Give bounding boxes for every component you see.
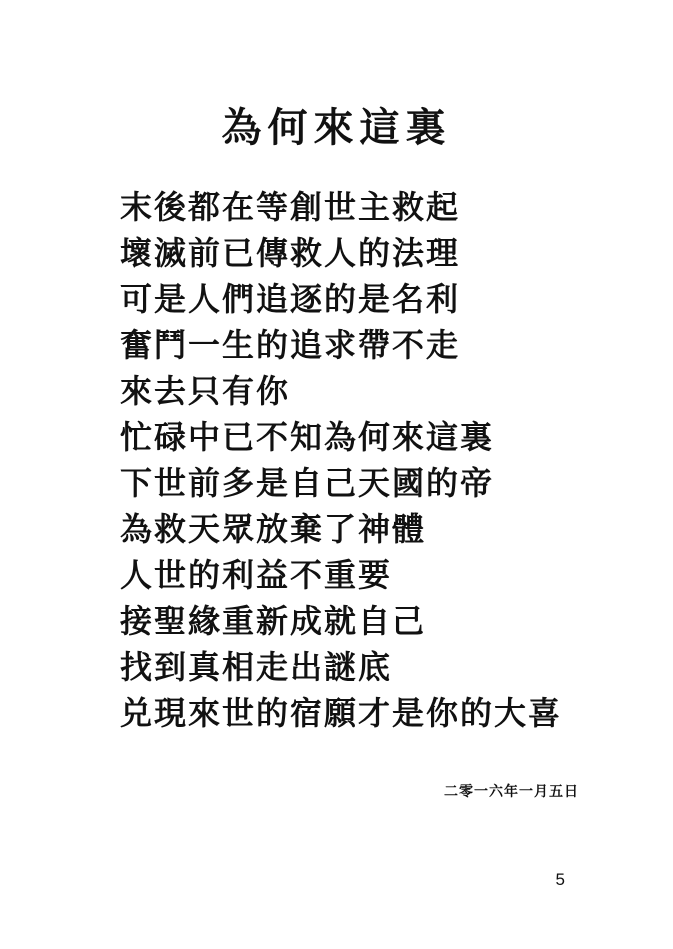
poem-line-3: 可是人們追逐的是名利 (120, 280, 461, 318)
poem-line-9: 人世的利益不重要 (120, 556, 393, 594)
poem-line-5: 來去只有你 (120, 372, 291, 410)
poem-line-8: 為救天眾放棄了神體 (120, 510, 427, 548)
poem-line-4: 奮鬥一生的追求帶不走 (120, 326, 461, 364)
page-number: 5 (555, 870, 565, 889)
poem-line-2: 壞滅前已傳救人的法理 (120, 234, 461, 272)
poem-line-10: 接聖緣重新成就自己 (120, 602, 427, 640)
poem-line-12: 兑現來世的宿願才是你的大喜 (120, 694, 563, 732)
poem-date: 二零一六年一月五日 (444, 784, 579, 800)
poem-line-7: 下世前多是自己天國的帝 (120, 464, 495, 502)
poem-line-1: 末後都在等創世主救起 (120, 188, 461, 226)
poem-line-11: 找到真相走出謎底 (120, 648, 393, 686)
poem-line-6: 忙碌中已不知為何來這裏 (120, 418, 495, 456)
poem-body (120, 184, 620, 736)
poem-title: 為何來這裏 (221, 105, 452, 151)
